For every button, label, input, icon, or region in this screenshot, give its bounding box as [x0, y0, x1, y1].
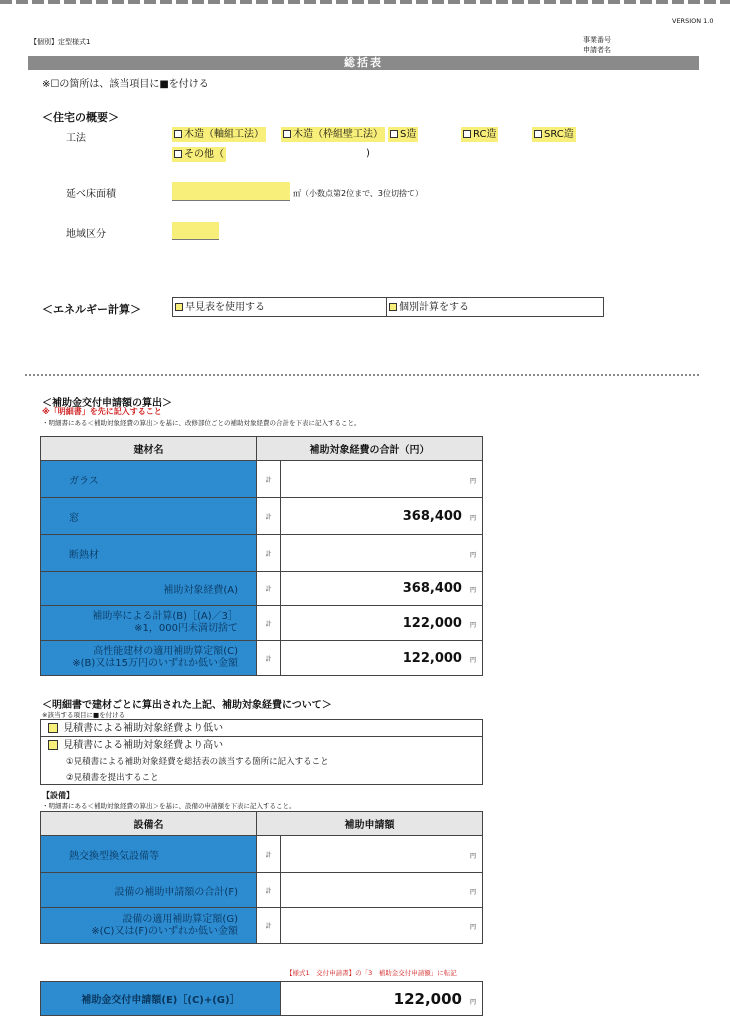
kei-label: 計 — [257, 606, 281, 641]
equipment-total-f: 設備の補助申請額の合計(F) — [41, 873, 257, 908]
estimate-sub1: ①見積書による補助対象経費を総括表の該当する箇所に記入すること — [66, 757, 329, 767]
method-other-close: ) — [366, 148, 370, 159]
floor-area-unit: ㎡（小数点第2位まで、3位切捨て） — [293, 189, 424, 198]
checkbox-icon — [48, 723, 58, 733]
col-equipment: 設備名 — [41, 812, 257, 836]
method-rc-checkbox[interactable]: RC造 — [461, 127, 498, 142]
method-label: 工法 — [66, 133, 86, 144]
checkbox-icon — [389, 303, 397, 311]
window-value-input[interactable]: 368,400 円 — [281, 498, 483, 535]
material-window: 窓 — [41, 498, 257, 535]
transfer-note: 【様式1 交付申請書】の「3 補助金交付申請額」に転記 — [286, 969, 457, 977]
floor-area-input[interactable] — [172, 182, 290, 201]
version-label: VERSION 1.0 — [672, 17, 714, 25]
yen-label: 円 — [469, 888, 476, 896]
subsidy-instruction: ・明細書にある＜補助対象経費の算出＞を基に、改修部位ごとの補助対象経費の合計を下表に記入すること。 — [42, 419, 361, 427]
method-other-checkbox[interactable]: その他（ — [172, 147, 226, 162]
subsidy-red-note: ※「明細書」を先に記入すること — [42, 407, 162, 416]
checkbox-icon — [463, 130, 471, 138]
floor-area-label: 延べ床面積 — [66, 189, 116, 200]
method-wood-frame-checkbox[interactable]: 木造（軸組工法） — [172, 127, 266, 142]
energy-individual-calc-checkbox[interactable]: 個別計算をする — [387, 300, 471, 315]
calc-b-value: 122,000 円 — [281, 606, 483, 641]
high-perf-amount-c: 高性能建材の適用補助算定額(C) ※(B)又は15万円のいずれか低い金額 — [41, 641, 257, 676]
table-row — [41, 461, 483, 498]
insulation-value-input[interactable] — [281, 535, 483, 572]
table-row — [41, 641, 483, 676]
heat-exchange-value-input[interactable] — [281, 836, 483, 873]
method-steel-checkbox[interactable]: S造 — [388, 127, 418, 142]
form-label: 【個別】定型様式1 — [30, 38, 91, 46]
kei-label: 計 — [257, 461, 281, 498]
estimate-higher-checkbox[interactable]: 見積書による補助対象経費より高い — [46, 738, 225, 753]
equipment-heat-exchange: 熱交換型換気設備等 — [41, 836, 257, 873]
method-wood-2x4-checkbox[interactable]: 木造（枠組壁工法） — [281, 127, 385, 142]
checkbox-icon — [175, 303, 183, 311]
region-input[interactable] — [172, 222, 219, 240]
checkbox-icon — [283, 130, 291, 138]
scan-edge — [0, 0, 730, 4]
kei-label: 計 — [257, 498, 281, 535]
checkbox-icon — [48, 740, 58, 750]
region-label: 地域区分 — [66, 229, 106, 240]
page-title: 総括表 — [28, 56, 699, 70]
equipment-amount-g: 設備の適用補助算定額(G) ※(C)又は(F)のいずれか低い金額 — [41, 908, 257, 944]
kei-label: 計 — [257, 836, 281, 873]
business-no-label: 事業番号 — [583, 36, 611, 44]
col-material: 建材名 — [41, 437, 257, 461]
yen-label: 円 — [469, 477, 476, 485]
yen-label: 円 — [469, 551, 476, 559]
kei-label: 計 — [257, 641, 281, 676]
checkbox-note: ※☐の箇所は、該当項目に■を付ける — [42, 79, 209, 90]
table-row — [41, 606, 483, 641]
equipment-heading: 【設備】 — [42, 791, 74, 800]
subsidy-target-cost-a: 補助対象経費(A) — [41, 572, 257, 606]
col-total: 補助対象経費の合計（円） — [257, 437, 483, 461]
equipment-instruction: ・明細書にある＜補助対象経費の算出＞を基に、設備の申請額を下表に記入すること。 — [42, 802, 296, 810]
energy-heading: ＜エネルギー計算＞ — [42, 303, 141, 316]
col-amount: 補助申請額 — [257, 812, 483, 836]
energy-quick-table-checkbox[interactable]: 早見表を使用する — [173, 300, 267, 315]
amount-g-value — [281, 908, 483, 944]
glass-value-input[interactable] — [281, 461, 483, 498]
yen-label: 円 — [469, 924, 476, 931]
section-divider — [25, 374, 699, 376]
checkbox-icon — [390, 130, 398, 138]
estimate-sub2: ②見積書を提出すること — [66, 773, 159, 783]
checkbox-icon — [534, 130, 542, 138]
subsidy-heading: ＜補助金交付申請額の算出＞ — [42, 398, 172, 409]
kei-label: 計 — [257, 908, 281, 944]
amount-c-value: 122,000 円 — [281, 641, 483, 676]
table-row — [41, 908, 483, 944]
kei-label: 計 — [257, 572, 281, 606]
table-row — [41, 572, 483, 606]
final-amount-label: 補助金交付申請額(E)［(C)+(G)］ — [41, 982, 281, 1016]
cost-a-value: 368,400 円 — [281, 572, 483, 606]
subsidy-rate-calc-b: 補助率による計算(B)［(A)／3］ ※1，000円未満切捨て — [41, 606, 257, 641]
table-row — [41, 498, 483, 535]
yen-label: 円 — [469, 852, 476, 860]
checkbox-icon — [174, 150, 182, 158]
equipment-table — [40, 811, 483, 944]
kei-label: 計 — [257, 535, 281, 572]
table-row — [41, 836, 483, 873]
kei-label: 計 — [257, 873, 281, 908]
final-amount-value: 122,000 円 — [281, 982, 483, 1016]
yen-label: 円 — [469, 587, 476, 594]
divider — [40, 736, 483, 737]
table-row — [41, 535, 483, 572]
table-row — [41, 873, 483, 908]
method-src-checkbox[interactable]: SRC造 — [532, 127, 576, 142]
final-table — [40, 981, 483, 1016]
estimate-note: ※該当する項目に■を付ける — [42, 711, 126, 719]
yen-label: 円 — [469, 514, 476, 522]
total-f-value — [281, 873, 483, 908]
material-insulation: 断熱材 — [41, 535, 257, 572]
material-glass: ガラス — [41, 461, 257, 498]
estimate-heading: ＜明細書で建材ごとに算出された上記、補助対象経費について＞ — [42, 700, 332, 711]
checkbox-icon — [174, 130, 182, 138]
yen-label: 円 — [469, 656, 476, 664]
yen-label: 円 — [469, 998, 476, 1006]
subsidy-table — [40, 436, 483, 676]
housing-heading: ＜住宅の概要＞ — [42, 111, 119, 124]
estimate-lower-checkbox[interactable]: 見積書による補助対象経費より低い — [46, 721, 225, 736]
yen-label: 円 — [469, 621, 476, 629]
applicant-label: 申請者名 — [583, 46, 611, 54]
